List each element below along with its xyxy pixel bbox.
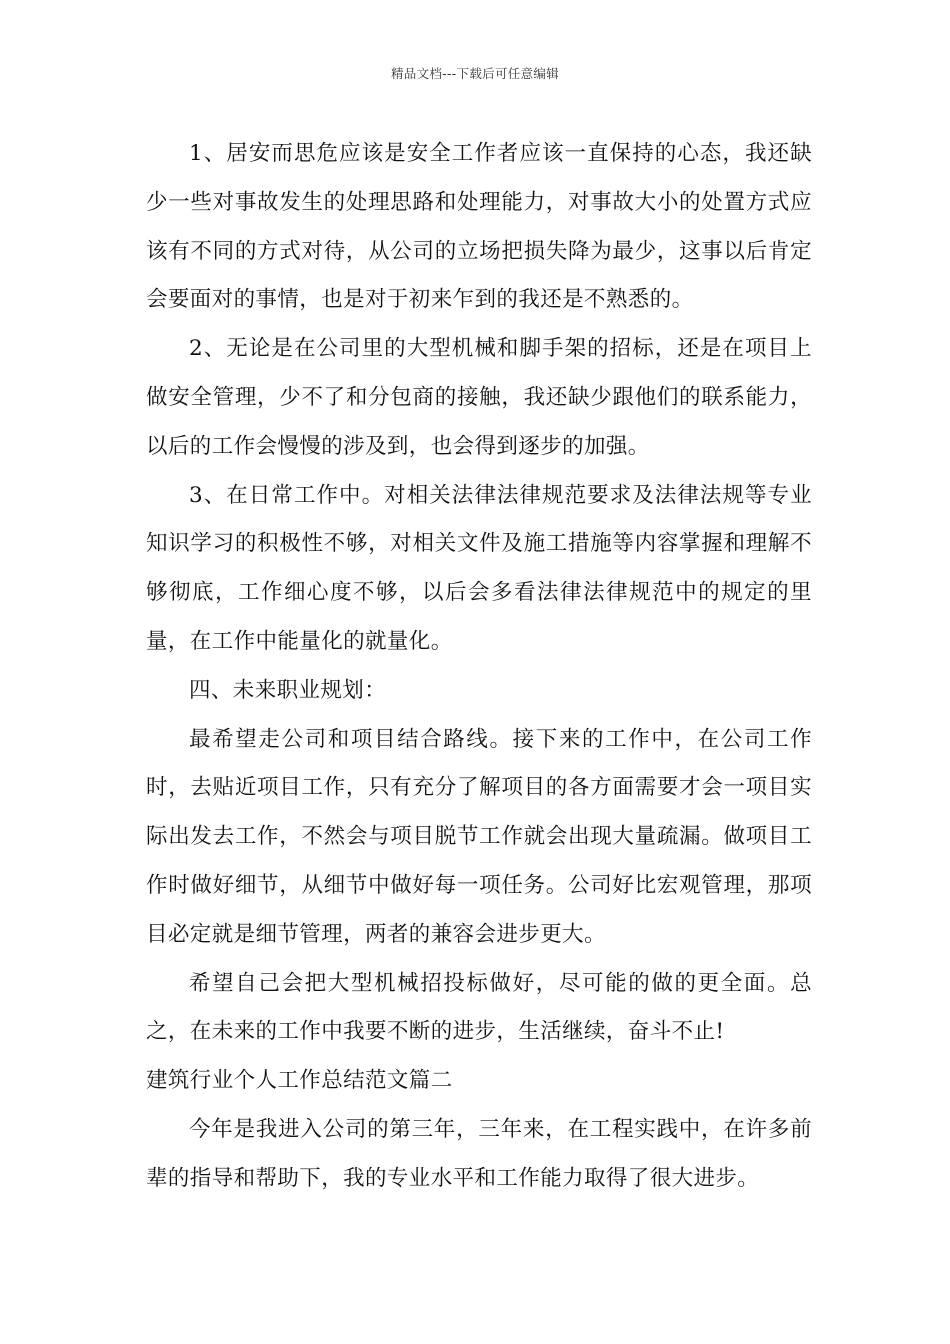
- paragraph-conclusion: 希望自己会把大型机械招投标做好，尽可能的做的更全面。总之，在未来的工作中我要不断的进步，生活继续，奋斗不止!: [146, 970, 812, 1045]
- document-body: [146, 130, 812, 1204]
- section-heading-career-plan: 四、未来职业规划：: [189, 677, 387, 703]
- paragraph-point-3: 3、在日常工作中。对相关法律法律规范要求及法律法规等专业知识学习的积极性不够，对相关文件及施工措施等内容掌握和理解不够彻底，工作细心度不够，以后会多看法律法律规范中的规定的里量，在工作中能量化的就量化。: [146, 482, 812, 654]
- paragraph-career-plan: 最希望走公司和项目结合路线。接下来的工作中，在公司工作时，去贴近项目工作，只有充分了解项目的各方面需要才会一项目实际出发去工作，不然会与项目脱节工作就会出现大量疏漏。做项目工作时做好细节，从细节中做好每一项任务。公司好比宏观管理，那项目必定就是细节管理，两者的兼容会进步更大。: [146, 726, 812, 947]
- paragraph-point-2: 2、无论是在公司里的大型机械和脚手架的招标，还是在项目上做安全管理，少不了和分包商的接触，我还缺少跟他们的联系能力，以后的工作会慢慢的涉及到，也会得到逐步的加强。: [146, 336, 812, 459]
- paragraph-intro: 今年是我进入公司的第三年，三年来，在工程实践中，在许多前辈的指导和帮助下，我的专业水平和工作能力取得了很大进步。: [146, 1116, 812, 1191]
- page-header: 精品文档---下载后可任意编辑: [390, 66, 560, 81]
- paragraph-point-1: 1、居安而思危应该是安全工作者应该一直保持的心态，我还缺少一些对事故发生的处理思路和处理能力，对事故大小的处置方式应该有不同的方式对待，从公司的立场把损失降为最少，这事以后肯定会要面对的事情，也是对于初来乍到的我还是不熟悉的。: [146, 141, 812, 313]
- article-heading: 建筑行业个人工作总结范文篇二: [146, 1068, 453, 1094]
